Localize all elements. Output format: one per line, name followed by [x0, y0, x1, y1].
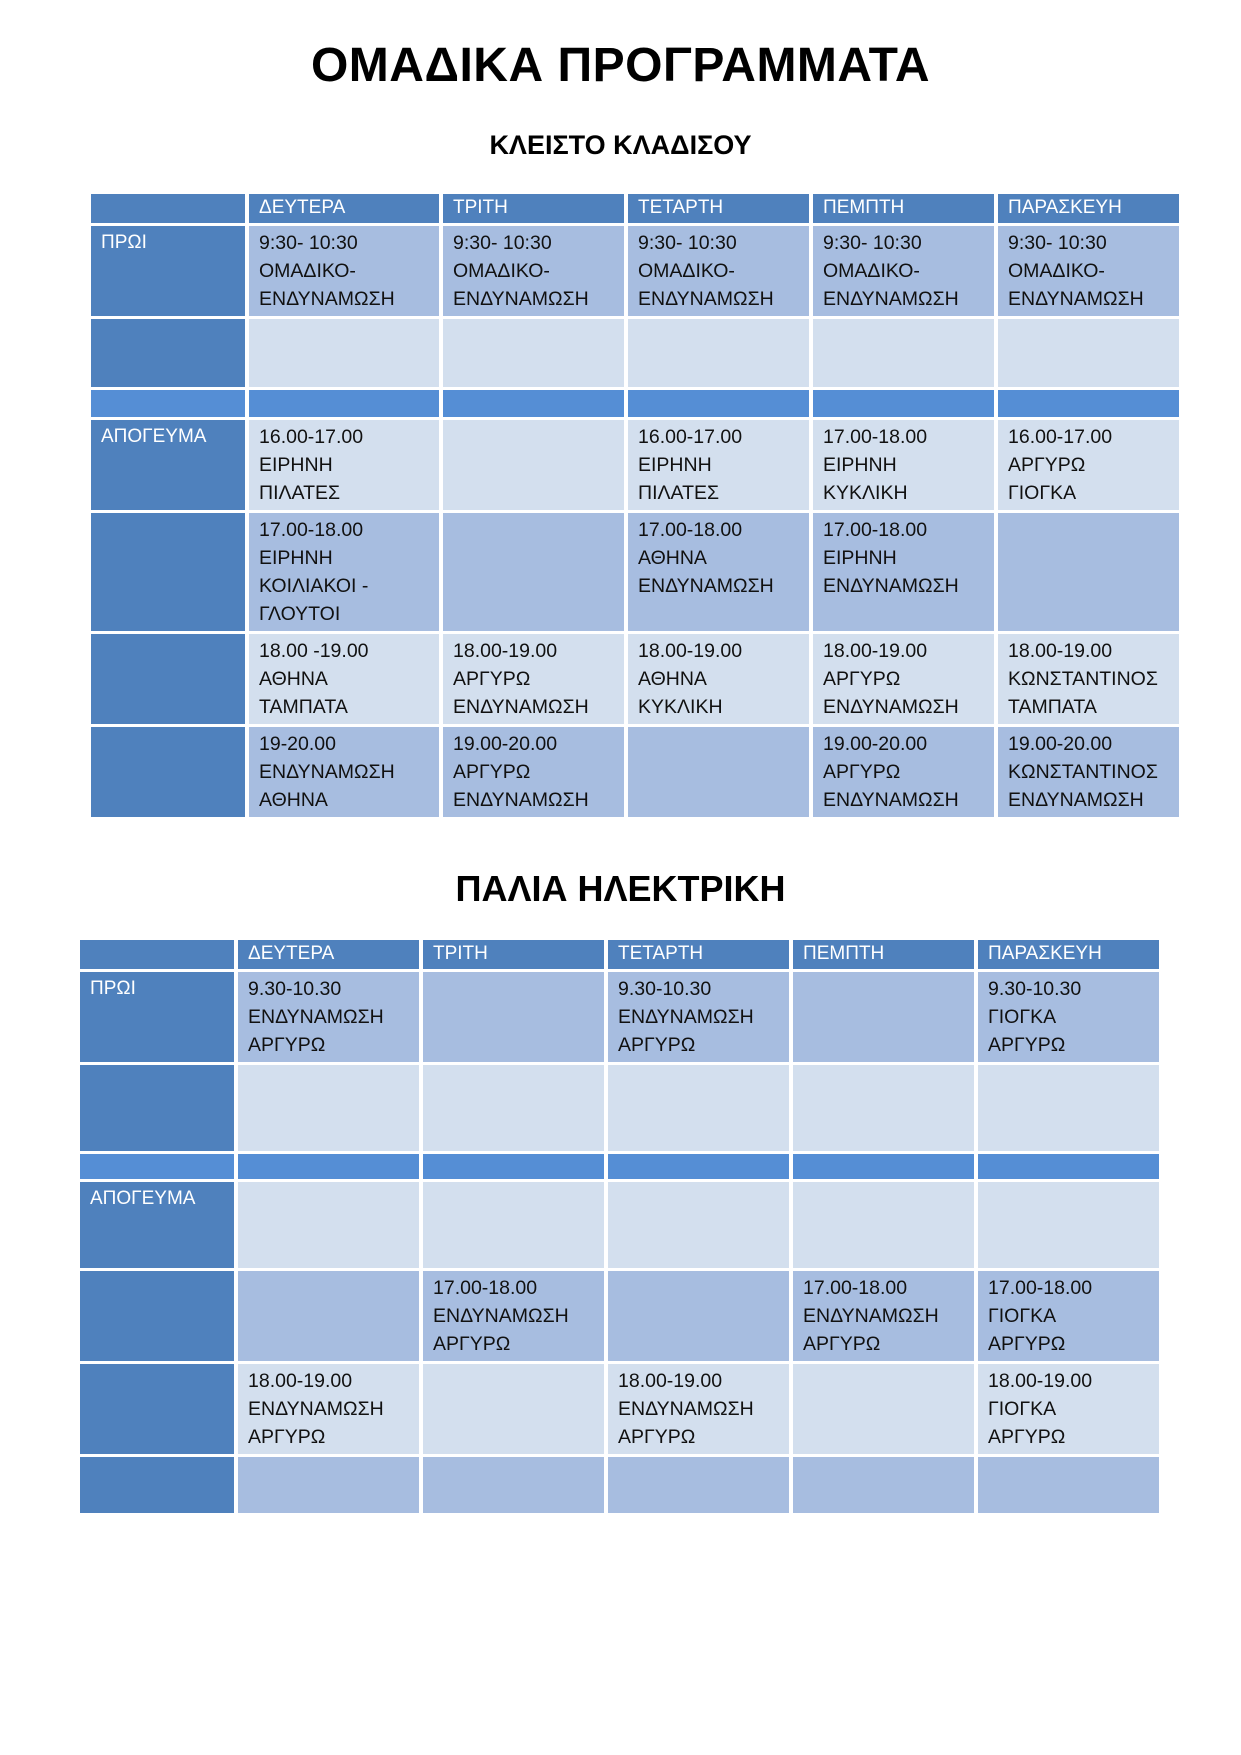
schedule1-header-row [91, 194, 1179, 223]
row-label-afternoon: ΑΠΟΓΕΥΜΑ [80, 1182, 234, 1268]
day-header-wednesday: ΤΕΤΑΡΤΗ [628, 194, 809, 223]
separator-cell [423, 1154, 604, 1179]
schedule-cell: 9.30-10.30 ΓΙΟΓΚΑ ΑΡΓΥΡΩ [978, 972, 1159, 1062]
separator-cell [793, 1154, 974, 1179]
separator-cell [628, 390, 809, 417]
schedule-cell: 9:30- 10:30 ΟΜΑΔΙΚΟ- ΕΝΔΥΝΑΜΩΣΗ [443, 226, 624, 316]
schedule-cell: 16.00-17.00 ΑΡΓΥΡΩ ΓΙΟΓΚΑ [998, 420, 1179, 510]
table-row [80, 1065, 1159, 1151]
schedule-cell: 17.00-18.00 ΑΘΗΝΑ ΕΝΔΥΝΑΜΩΣΗ [628, 513, 809, 631]
schedule-cell: 9:30- 10:30 ΟΜΑΔΙΚΟ- ΕΝΔΥΝΑΜΩΣΗ [628, 226, 809, 316]
schedule-cell [238, 1182, 419, 1268]
schedule2-table [76, 937, 1163, 1516]
table-row [80, 1271, 1159, 1361]
schedule-cell [998, 319, 1179, 387]
separator-row [91, 390, 1179, 417]
schedule-cell: 17.00-18.00 ΕΝΔΥΝΑΜΩΣΗ ΑΡΓΥΡΩ [793, 1271, 974, 1361]
row-label [80, 1457, 234, 1513]
schedule-cell: 17.00-18.00 ΕΝΔΥΝΑΜΩΣΗ ΑΡΓΥΡΩ [423, 1271, 604, 1361]
schedule-cell: 18.00 -19.00 ΑΘΗΝΑ ΤΑΜΠΑΤΑ [249, 634, 439, 724]
schedule-cell [423, 1364, 604, 1454]
schedule-cell [813, 319, 994, 387]
schedule-cell [998, 513, 1179, 631]
row-label [91, 390, 245, 417]
schedule-cell [443, 513, 624, 631]
schedule-cell [238, 1271, 419, 1361]
separator-cell [998, 390, 1179, 417]
schedule-cell: 18.00-19.00 ΑΡΓΥΡΩ ΕΝΔΥΝΑΜΩΣΗ [443, 634, 624, 724]
schedule-cell [978, 1065, 1159, 1151]
day-header-wednesday: ΤΕΤΑΡΤΗ [608, 940, 789, 969]
schedule-cell: 16.00-17.00 ΕΙΡΗΝΗ ΠΙΛΑΤΕΣ [249, 420, 439, 510]
schedule-cell [793, 1065, 974, 1151]
row-label [91, 727, 245, 817]
day-header-tuesday: ΤΡΙΤΗ [423, 940, 604, 969]
schedule-cell [608, 1065, 789, 1151]
table-row [80, 972, 1159, 1062]
schedule2-title: ΠΑΛΙΑ ΗΛΕΚΤΡΙΚΗ [455, 868, 786, 909]
schedule-cell: 16.00-17.00 ΕΙΡΗΝΗ ΠΙΛΑΤΕΣ [628, 420, 809, 510]
separator-cell [249, 390, 439, 417]
schedule-cell [978, 1457, 1159, 1513]
schedule-cell [443, 319, 624, 387]
separator-cell [813, 390, 994, 417]
row-label [80, 1271, 234, 1361]
table-row [91, 634, 1179, 724]
day-header-thursday: ΠΕΜΠΤΗ [813, 194, 994, 223]
day-header-tuesday: ΤΡΙΤΗ [443, 194, 624, 223]
table-row [91, 727, 1179, 817]
schedule-cell [793, 1364, 974, 1454]
schedule-cell [793, 1457, 974, 1513]
schedule-cell: 9:30- 10:30 ΟΜΑΔΙΚΟ- ΕΝΔΥΝΑΜΩΣΗ [998, 226, 1179, 316]
day-header-friday: ΠΑΡΑΣΚΕΥΗ [978, 940, 1159, 969]
schedule-cell: 18.00-19.00 ΑΡΓΥΡΩ ΕΝΔΥΝΑΜΩΣΗ [813, 634, 994, 724]
schedule-cell [423, 1182, 604, 1268]
day-header-monday: ΔΕΥΤΕΡΑ [238, 940, 419, 969]
schedule-cell [238, 1457, 419, 1513]
row-label [80, 1065, 234, 1151]
table-row [80, 1364, 1159, 1454]
schedule-cell: 18.00-19.00 ΚΩΝΣΤΑΝΤΙΝΟΣ ΤΑΜΠΑΤΑ [998, 634, 1179, 724]
schedule-cell: 17.00-18.00 ΕΙΡΗΝΗ ΚΟΙΛΙΑΚΟΙ - ΓΛΟΥΤΟΙ [249, 513, 439, 631]
schedule-cell [423, 1457, 604, 1513]
schedule-cell: 17.00-18.00 ΕΙΡΗΝΗ ΕΝΔΥΝΑΜΩΣΗ [813, 513, 994, 631]
separator-cell [443, 390, 624, 417]
row-label [91, 634, 245, 724]
schedule-cell [793, 1182, 974, 1268]
day-header-monday: ΔΕΥΤΕΡΑ [249, 194, 439, 223]
table-row [91, 226, 1179, 316]
schedule-cell: 9:30- 10:30 ΟΜΑΔΙΚΟ- ΕΝΔΥΝΑΜΩΣΗ [249, 226, 439, 316]
row-label [91, 513, 245, 631]
schedule-cell [608, 1271, 789, 1361]
day-header-friday: ΠΑΡΑΣΚΕΥΗ [998, 194, 1179, 223]
schedule-cell [443, 420, 624, 510]
page-title: ΟΜΑΔΙΚΑ ΠΡΟΓΡΑΜΜΑΤΑ [310, 39, 931, 92]
separator-cell [978, 1154, 1159, 1179]
schedule1-title: ΚΛΕΙΣΤΟ ΚΛΑΔΙΣΟΥ [489, 130, 752, 160]
row-label [80, 1154, 234, 1179]
schedule-cell: 18.00-19.00 ΑΘΗΝΑ ΚΥΚΛΙΚΗ [628, 634, 809, 724]
row-label-morning: ΠΡΩΙ [91, 226, 245, 316]
schedule-cell: 9.30-10.30 ΕΝΔΥΝΑΜΩΣΗ ΑΡΓΥΡΩ [608, 972, 789, 1062]
schedule-cell [608, 1182, 789, 1268]
schedule-cell: 19.00-20.00 ΑΡΓΥΡΩ ΕΝΔΥΝΑΜΩΣΗ [443, 727, 624, 817]
row-label-afternoon: ΑΠΟΓΕΥΜΑ [91, 420, 245, 510]
schedule-cell: 17.00-18.00 ΕΙΡΗΝΗ ΚΥΚΛΙΚΗ [813, 420, 994, 510]
schedule-cell: 18.00-19.00 ΕΝΔΥΝΑΜΩΣΗ ΑΡΓΥΡΩ [608, 1364, 789, 1454]
schedule-cell: 18.00-19.00 ΓΙΟΓΚΑ ΑΡΓΥΡΩ [978, 1364, 1159, 1454]
schedule-cell [628, 319, 809, 387]
row-label-morning: ΠΡΩΙ [80, 972, 234, 1062]
table-row [91, 420, 1179, 510]
schedule-cell [423, 972, 604, 1062]
schedule-cell: 19.00-20.00 ΑΡΓΥΡΩ ΕΝΔΥΝΑΜΩΣΗ [813, 727, 994, 817]
separator-row [80, 1154, 1159, 1179]
schedule-cell [249, 319, 439, 387]
separator-cell [238, 1154, 419, 1179]
table-row [91, 513, 1179, 631]
table-row [91, 319, 1179, 387]
schedule1-table [87, 191, 1183, 820]
row-label [80, 1364, 234, 1454]
schedule-cell [238, 1065, 419, 1151]
table-row [80, 1457, 1159, 1513]
day-header-thursday: ΠΕΜΠΤΗ [793, 940, 974, 969]
schedule-cell: 18.00-19.00 ΕΝΔΥΝΑΜΩΣΗ ΑΡΓΥΡΩ [238, 1364, 419, 1454]
separator-cell [608, 1154, 789, 1179]
header-corner [80, 940, 234, 969]
schedule2-header-row [80, 940, 1159, 969]
schedule-cell [608, 1457, 789, 1513]
table-row [80, 1182, 1159, 1268]
row-label [91, 319, 245, 387]
schedule-cell: 9:30- 10:30 ΟΜΑΔΙΚΟ- ΕΝΔΥΝΑΜΩΣΗ [813, 226, 994, 316]
schedule-cell [423, 1065, 604, 1151]
schedule-cell [793, 972, 974, 1062]
schedule-cell: 19.00-20.00 ΚΩΝΣΤΑΝΤΙΝΟΣ ΕΝΔΥΝΑΜΩΣΗ [998, 727, 1179, 817]
schedule-cell: 9.30-10.30 ΕΝΔΥΝΑΜΩΣΗ ΑΡΓΥΡΩ [238, 972, 419, 1062]
header-corner [91, 194, 245, 223]
schedule-cell: 17.00-18.00 ΓΙΟΓΚΑ ΑΡΓΥΡΩ [978, 1271, 1159, 1361]
schedule-cell: 19-20.00 ΕΝΔΥΝΑΜΩΣΗ ΑΘΗΝΑ [249, 727, 439, 817]
schedule-cell [978, 1182, 1159, 1268]
schedule-cell [628, 727, 809, 817]
